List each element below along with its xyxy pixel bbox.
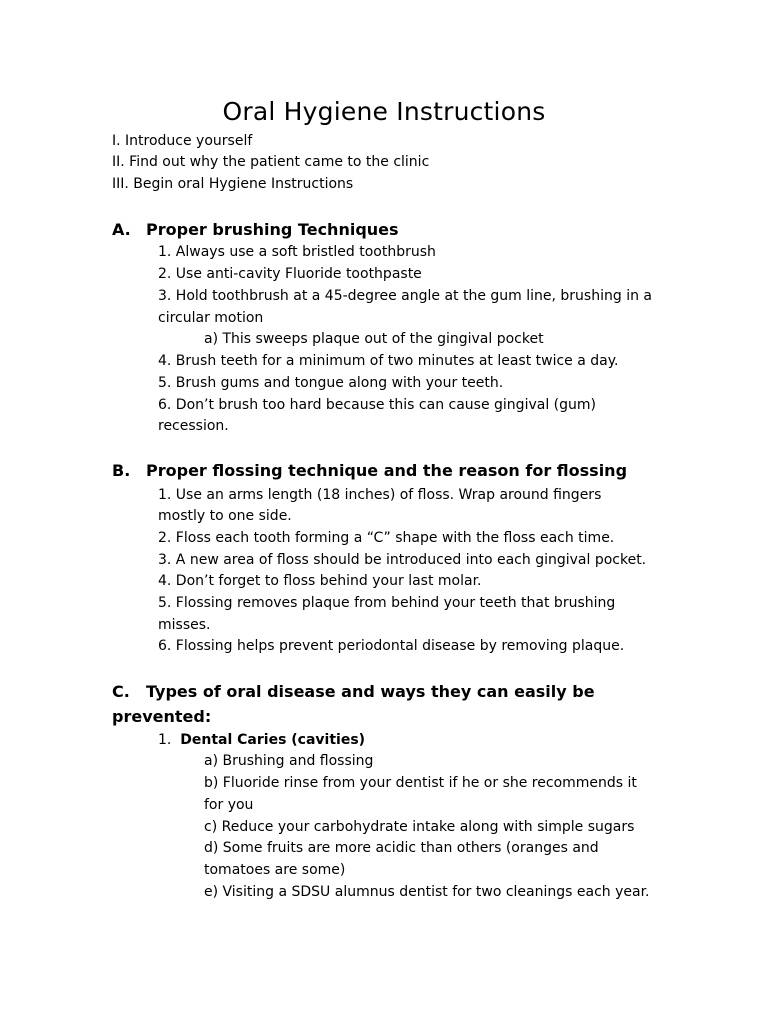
- section-a-line: 1. Always use a soft bristled toothbrush: [158, 244, 436, 260]
- section-c-item-1-number: 1.: [158, 732, 172, 748]
- section-a-heading: [112, 219, 399, 241]
- intro-step-1: I. Introduce yourself: [112, 133, 253, 149]
- section-c-subline: tomatoes are some): [204, 862, 346, 878]
- intro-step-2: II. Find out why the patient came to the clinic: [112, 154, 430, 170]
- section-c-subline: e) Visiting a SDSU alumnus dentist for two cleanings each year.: [204, 884, 650, 900]
- section-c-title: Types of oral disease and ways they can easily be: [146, 682, 595, 701]
- section-c-heading: [112, 681, 595, 703]
- section-b-line: 6. Flossing helps prevent periodontal disease by removing plaque.: [158, 638, 625, 654]
- section-c-subline: d) Some fruits are more acidic than others (oranges and: [204, 840, 599, 856]
- section-c-subline: for you: [204, 797, 254, 813]
- section-c-item-1-label: Dental Caries (cavities): [180, 732, 366, 748]
- section-a-line: 5. Brush gums and tongue along with your teeth.: [158, 375, 504, 391]
- section-a-letter: A.: [112, 220, 131, 239]
- section-a-line: 3. Hold toothbrush at a 45-degree angle at the gum line, brushing in a: [158, 288, 652, 304]
- section-b-line: 5. Flossing removes plaque from behind your teeth that brushing: [158, 595, 616, 611]
- section-c-subline: a) Brushing and flossing: [204, 753, 374, 769]
- section-a-line: recession.: [158, 418, 229, 434]
- section-c-letter: C.: [112, 682, 130, 701]
- section-b-letter: B.: [112, 461, 131, 480]
- section-b-line: 4. Don’t forget to floss behind your last molar.: [158, 573, 482, 589]
- section-c-item-1: [158, 729, 365, 751]
- section-b-line: 1. Use an arms length (18 inches) of floss. Wrap around fingers: [158, 487, 602, 503]
- section-b-title: Proper flossing technique and the reason for flossing: [146, 461, 628, 480]
- page-title: Oral Hygiene Instructions: [222, 97, 546, 126]
- section-b-heading: [112, 460, 627, 482]
- section-a-line: 2. Use anti-cavity Fluoride toothpaste: [158, 266, 422, 282]
- section-b-line: 3. A new area of floss should be introduced into each gingival pocket.: [158, 552, 647, 568]
- section-b-line: mostly to one side.: [158, 508, 292, 524]
- section-c-heading-cont: prevented:: [112, 707, 212, 726]
- section-a-line: 4. Brush teeth for a minimum of two minutes at least twice a day.: [158, 353, 619, 369]
- section-c-subline: b) Fluoride rinse from your dentist if he or she recommends it: [204, 775, 637, 791]
- section-a-subline: a) This sweeps plaque out of the gingival pocket: [204, 331, 544, 347]
- section-a-line: 6. Don’t brush too hard because this can cause gingival (gum): [158, 397, 596, 413]
- section-b-line: misses.: [158, 617, 211, 633]
- section-a-title: Proper brushing Techniques: [146, 220, 399, 239]
- section-a-line: circular motion: [158, 310, 264, 326]
- intro-step-3: III. Begin oral Hygiene Instructions: [112, 176, 354, 192]
- section-b-line: 2. Floss each tooth forming a “C” shape with the floss each time.: [158, 530, 615, 546]
- section-c-subline: c) Reduce your carbohydrate intake along with simple sugars: [204, 819, 635, 835]
